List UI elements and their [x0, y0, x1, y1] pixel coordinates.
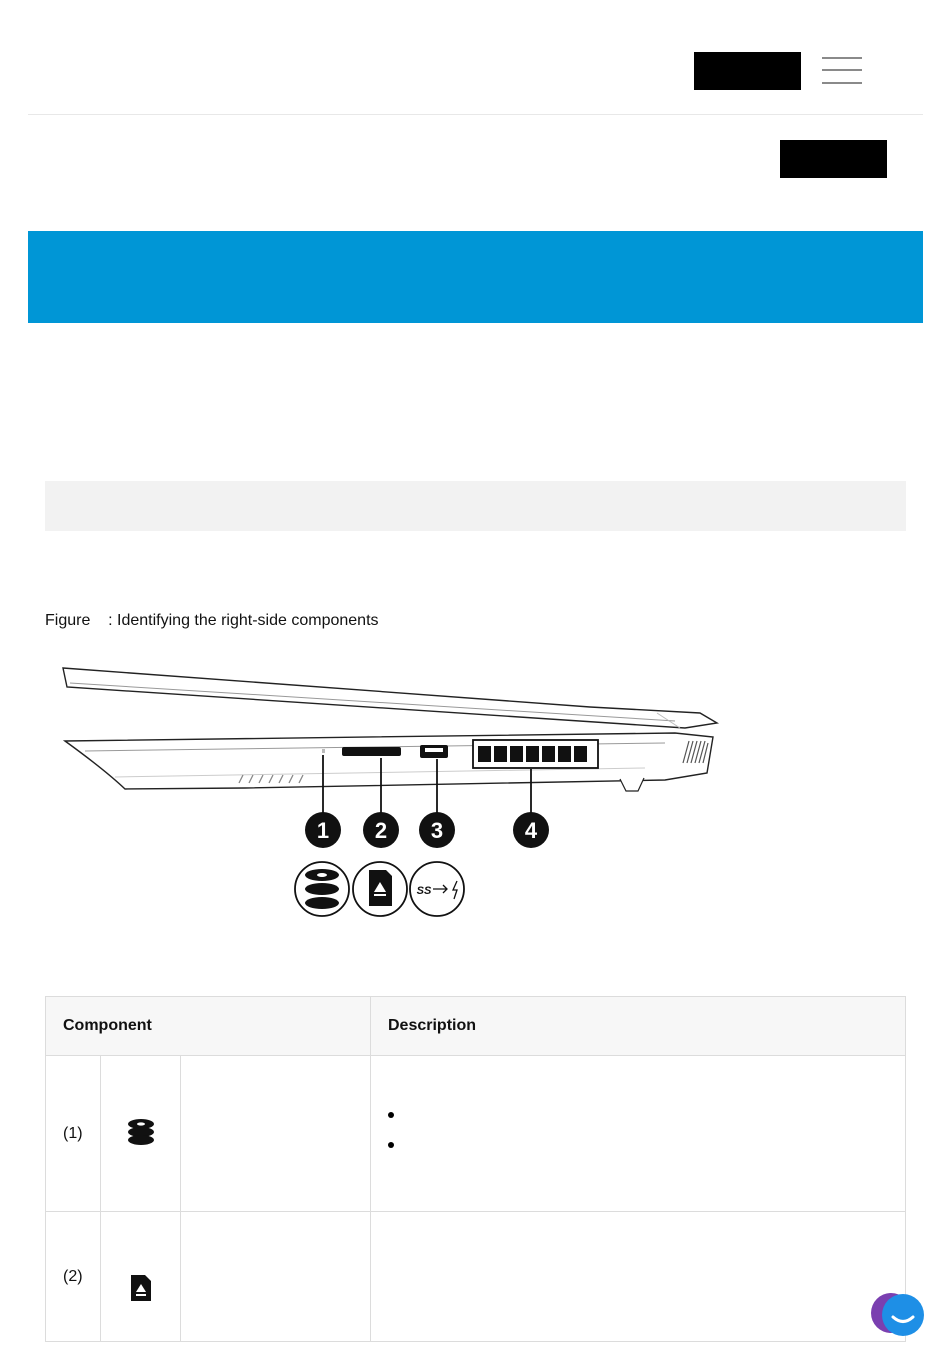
description-bullets	[388, 1104, 905, 1164]
callout-4	[513, 812, 549, 848]
svg-text:3: 3	[430, 818, 444, 843]
column-header-description: Description	[371, 997, 906, 1056]
row-description-cell	[371, 1056, 906, 1212]
svg-text:1: 1	[316, 818, 330, 843]
menu-line	[822, 82, 862, 84]
redacted-logo-block	[694, 52, 801, 90]
memory-card-icon	[129, 1273, 153, 1303]
callout-3	[419, 812, 455, 848]
menu-line	[822, 57, 862, 59]
table-row	[46, 1212, 906, 1342]
row-icon-cell	[101, 1056, 181, 1212]
laptop-lid	[63, 668, 717, 728]
laptop-base	[65, 733, 713, 789]
drive-light-port	[322, 749, 325, 753]
svg-text:2: 2	[374, 818, 388, 843]
drive-light-icon	[295, 862, 349, 916]
callout-2	[363, 812, 399, 848]
callout-1	[305, 812, 341, 848]
row-name-cell	[181, 1212, 371, 1342]
note-box	[45, 481, 906, 531]
memory-card-icon	[353, 862, 407, 916]
table-row	[46, 1056, 906, 1212]
svg-text:SS: SS	[416, 885, 432, 897]
row-number: (1)	[46, 1056, 101, 1212]
memory-card-slot	[342, 747, 401, 756]
svg-text:4: 4	[524, 818, 538, 843]
row-icon-cell	[101, 1212, 181, 1342]
figure-caption: Figure : Identifying the right-side components	[45, 612, 379, 629]
menu-line	[822, 69, 862, 71]
bullet-item	[388, 1104, 905, 1134]
components-table	[45, 996, 906, 1342]
row-number: (2)	[46, 1212, 101, 1342]
right-side-components-figure	[45, 655, 735, 930]
vent-slots	[478, 746, 587, 762]
drive-light-icon	[127, 1117, 155, 1145]
chat-assistant-icon[interactable]	[871, 1292, 925, 1338]
column-header-component: Component	[46, 997, 371, 1056]
redacted-button-block[interactable]	[780, 140, 887, 178]
usb-superspeed-icon	[410, 862, 464, 916]
bullet-item	[388, 1134, 905, 1164]
menu-hamburger-icon[interactable]	[822, 57, 862, 85]
row-name-cell	[181, 1056, 371, 1212]
row-description-cell	[371, 1212, 906, 1342]
title-banner	[28, 231, 923, 323]
